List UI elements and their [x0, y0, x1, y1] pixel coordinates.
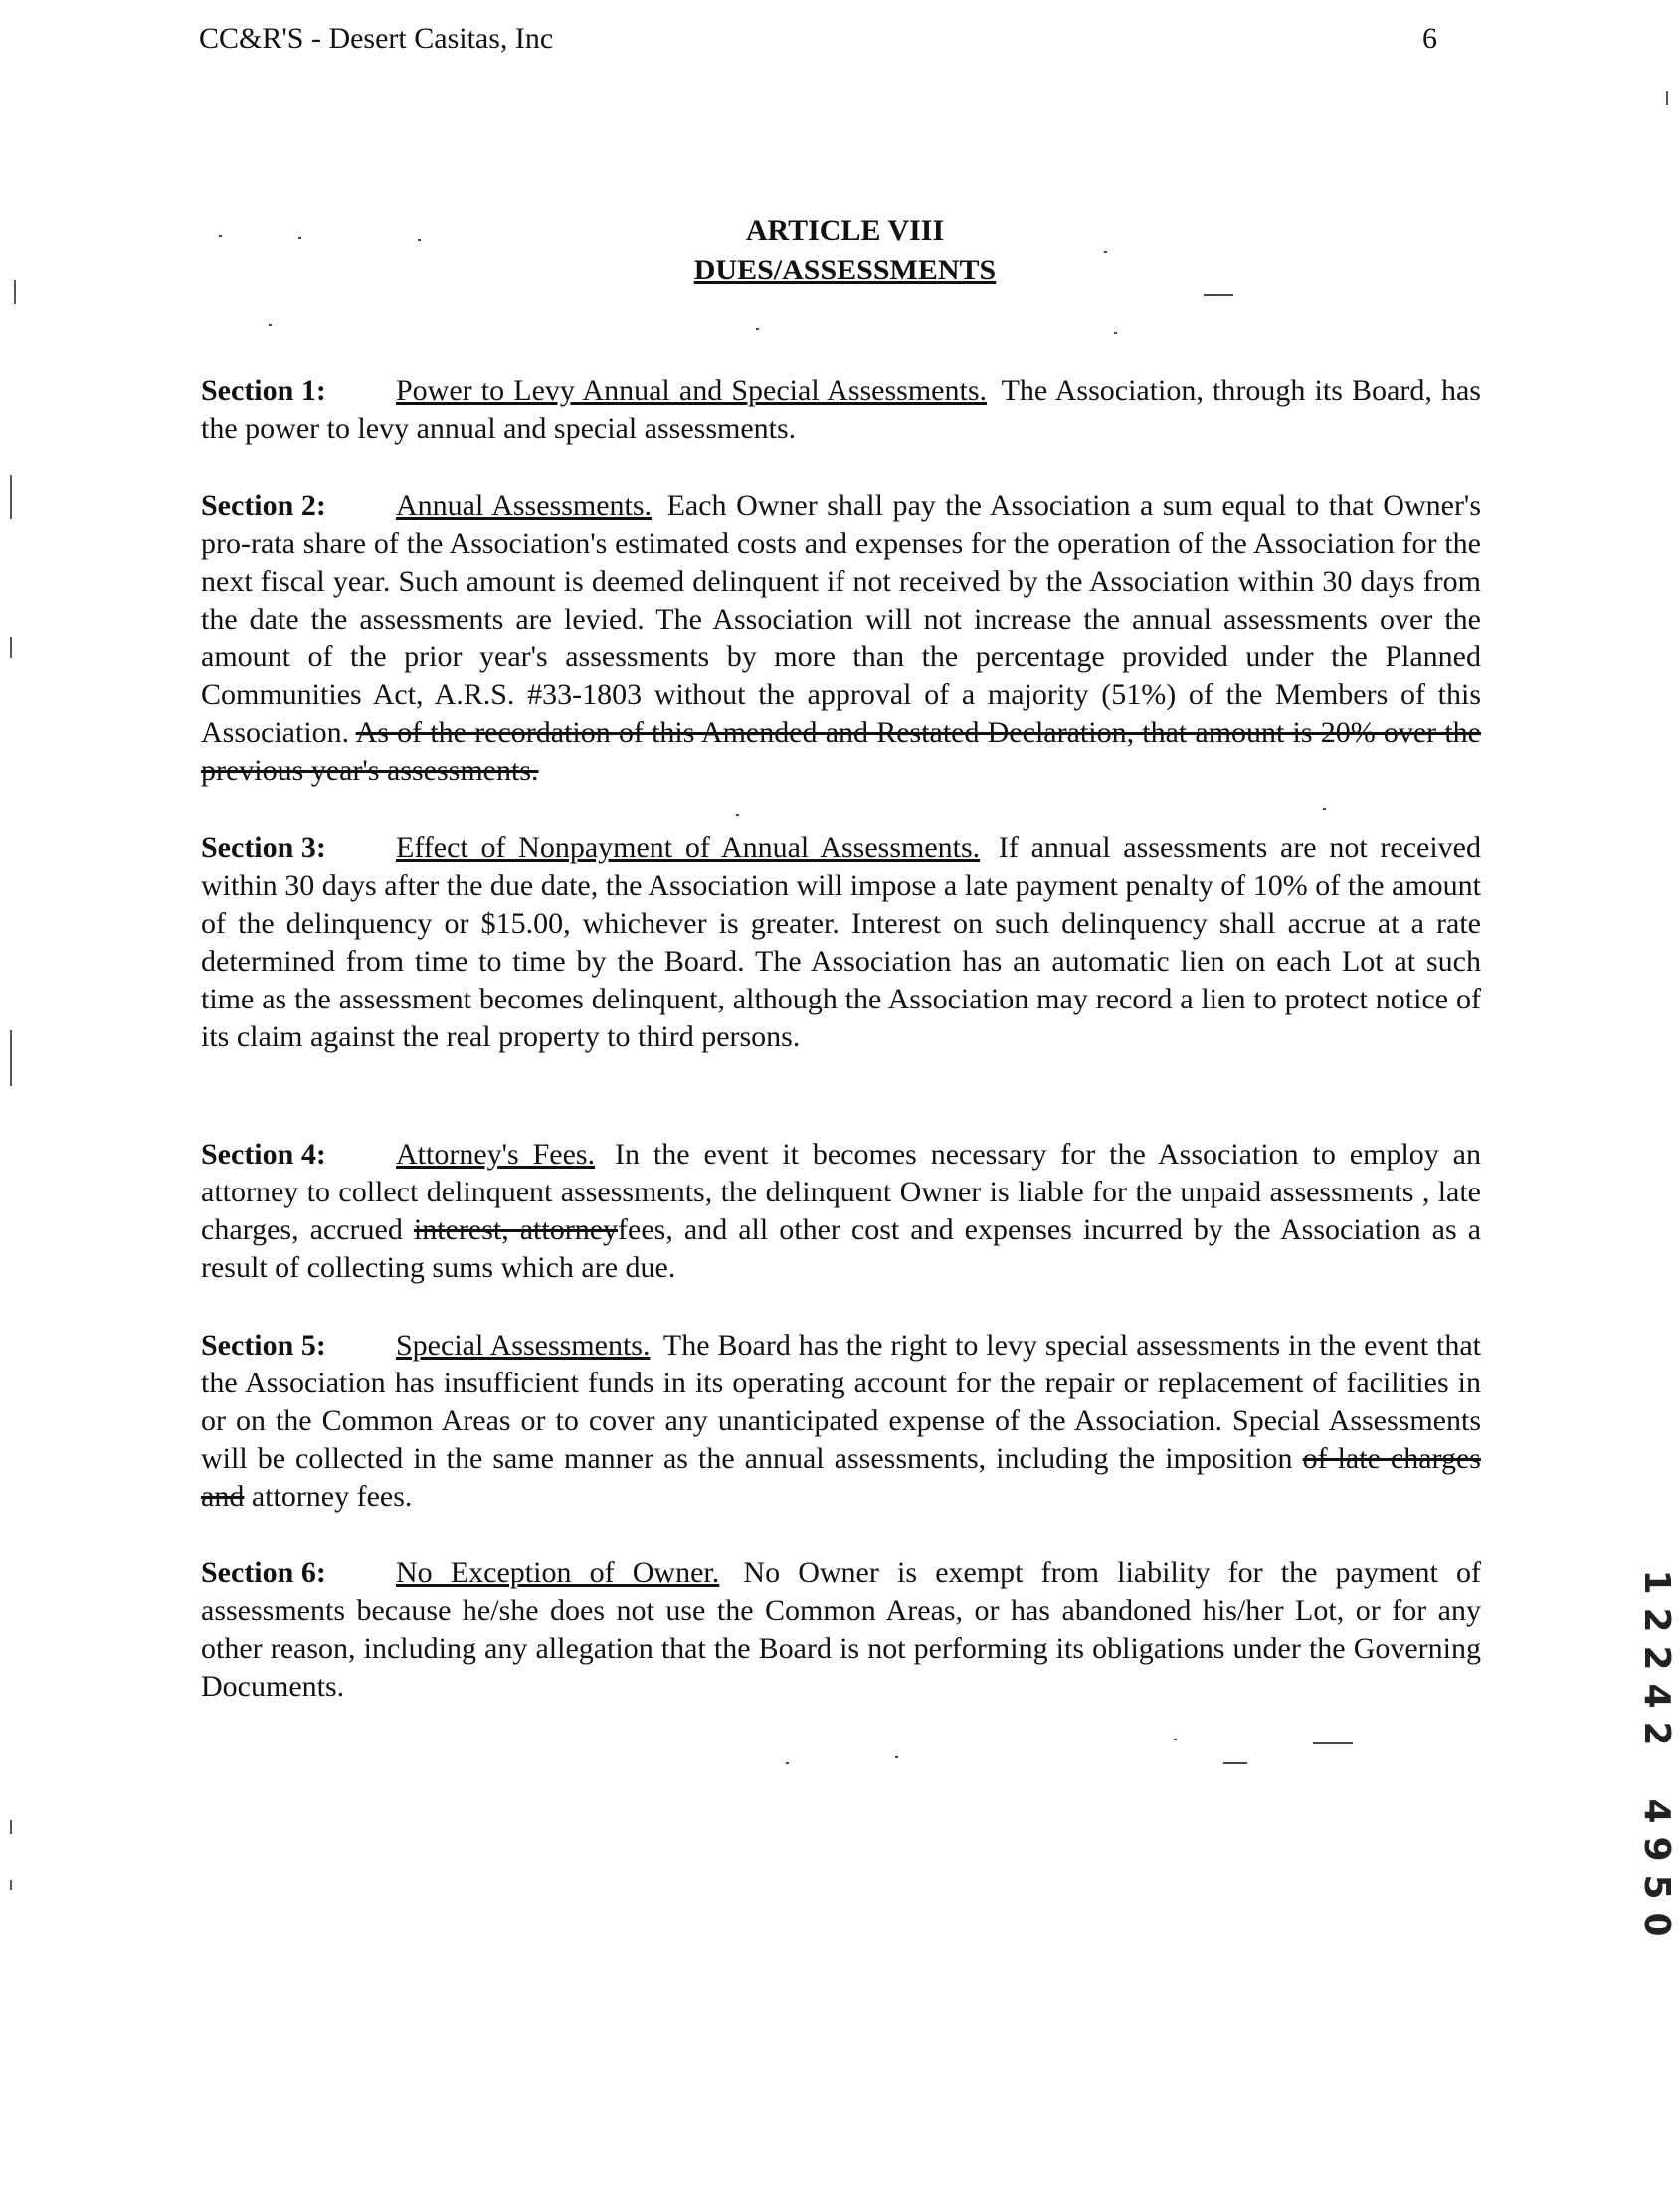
scan-edge-mark: [10, 1880, 12, 1890]
section-text-after: attorney fees.: [251, 1480, 413, 1513]
section-heading: Attorney's Fees.: [396, 1138, 596, 1171]
scan-speck: [1204, 294, 1233, 296]
section-label: Section 5:: [201, 1329, 326, 1362]
scan-edge-mark: [10, 637, 12, 658]
struck-text: of late charges and: [201, 1442, 1481, 1513]
section-label: Section 3:: [201, 831, 326, 864]
stamp-digit: 1: [1636, 1569, 1677, 1595]
section-2: [201, 487, 1481, 790]
stamp-digit: 2: [1636, 1645, 1677, 1671]
scan-edge-mark: [10, 475, 12, 519]
stamp-digit: 4: [1636, 1798, 1677, 1824]
article-title-block: [0, 211, 1680, 290]
section-text: Each Owner shall pay the Association a sum equal to that Owner's pro-rata share of the Association's estimated costs and expenses for the operation of the Association for the next fiscal year. Such amount is deemed delinquent if not received by the Association within 30 days from the date the assessments are levied. The Association will not increase the annual assessments over the amount of the prior year's assessments by more than the percentage provided under the Planned Communities Act, A.R.S. #33-1803 without the approval of a majority (51%) of the Members of this Association.: [201, 489, 1482, 749]
scan-speck: [736, 814, 739, 816]
scan-speck: [1114, 332, 1117, 334]
scan-speck: [1104, 251, 1107, 253]
struck-text: interest, attorney: [413, 1213, 619, 1246]
section-text: The Association, through its Board, has the power to levy annual and special assessments.: [201, 374, 1481, 445]
scan-speck: [1223, 1762, 1247, 1764]
stamp-digit: 2: [1636, 1721, 1677, 1746]
stamp-digit: 9: [1636, 1836, 1677, 1862]
section-text-after: fees, and all other cost and expenses incurred by the Association as a result of collecting sums which are due.: [201, 1213, 1482, 1284]
scan-speck: [269, 324, 272, 326]
scan-speck: [786, 1762, 789, 1764]
section-label: Section 4:: [201, 1138, 326, 1171]
section-heading: Special Assessments.: [396, 1329, 651, 1362]
section-text: The Board has the right to levy special assessments in the event that the Association has insufficient funds in its operating account for the repair or replacement of facilities in or on the Common Areas or to cover any unanticipated expense of the Association. Special Assessments will be collected in the same manner as the annual assessments, including the imposition: [201, 1329, 1481, 1475]
section-5: [201, 1327, 1481, 1516]
section-1: [201, 372, 1481, 448]
article-subtitle: DUES/ASSESSMENTS: [693, 254, 997, 286]
scan-speck: [756, 328, 759, 330]
scan-edge-mark: [10, 1030, 12, 1086]
article-title: ARTICLE VIII: [745, 214, 945, 247]
scan-speck: [1313, 1742, 1353, 1744]
page-number: 6: [1422, 22, 1437, 55]
struck-text: As of the recordation of this Amended and Restated Declaration, that amount is 20% over the previous year's assessments.: [201, 716, 1481, 787]
stamp-digit: 0: [1636, 1912, 1677, 1937]
stamp-digit: 2: [1636, 1607, 1677, 1633]
section-text: If annual assessments are not received within 30 days after the due date, the Association will impose a late payment penalty of 10% of the amount of the delinquency or $15.00, whichever is greater. Interest on such delinquency shall accrue at a rate determined from time to time by the Board. The Association has an automatic lien on each Lot at such time as the assessment becomes delinquent, although the Association may record a lien to protect notice of its claim against the real property to third persons.: [201, 831, 1481, 1053]
section-6: [201, 1555, 1481, 1706]
scan-speck: [1174, 1738, 1177, 1740]
section-heading: Power to Levy Annual and Special Assessments.: [396, 374, 987, 407]
side-stamp-number: [1636, 1563, 1677, 1943]
scan-speck: [219, 235, 222, 237]
scan-edge-mark: [10, 1820, 12, 1834]
section-text: No Owner is exempt from liability for the payment of assessments because he/she does not use the Common Areas, or has abandoned his/her Lot, or for any other reason, including any allegation that the Board is not performing its obligations under the Governing Documents.: [201, 1556, 1481, 1703]
stamp-digit: 4: [1636, 1683, 1677, 1709]
section-heading: Effect of Nonpayment of Annual Assessments.: [396, 831, 981, 864]
section-heading: No Exception of Owner.: [396, 1556, 720, 1589]
section-label: Section 1:: [201, 374, 326, 407]
section-label: Section 2:: [201, 489, 326, 522]
scan-speck: [1323, 808, 1326, 810]
stamp-gap: [1639, 1752, 1673, 1792]
stamp-digit: 5: [1636, 1874, 1677, 1900]
scan-edge-mark: [1666, 92, 1668, 105]
section-4: [201, 1136, 1481, 1287]
section-label: Section 6:: [201, 1556, 326, 1589]
document-header-title: CC&R'S - Desert Casitas, Inc: [199, 22, 554, 55]
section-heading: Annual Assessments.: [396, 489, 653, 522]
section-3: [201, 829, 1481, 1056]
section-text: In the event it becomes necessary for the Association to employ an attorney to collect delinquent assessments, the delinquent Owner is liable for the unpaid assessments , late charges, accrued: [201, 1138, 1481, 1246]
scan-speck: [895, 1756, 898, 1758]
scan-speck: [298, 237, 301, 239]
scan-edge-mark: [14, 280, 16, 304]
scan-speck: [418, 239, 421, 241]
